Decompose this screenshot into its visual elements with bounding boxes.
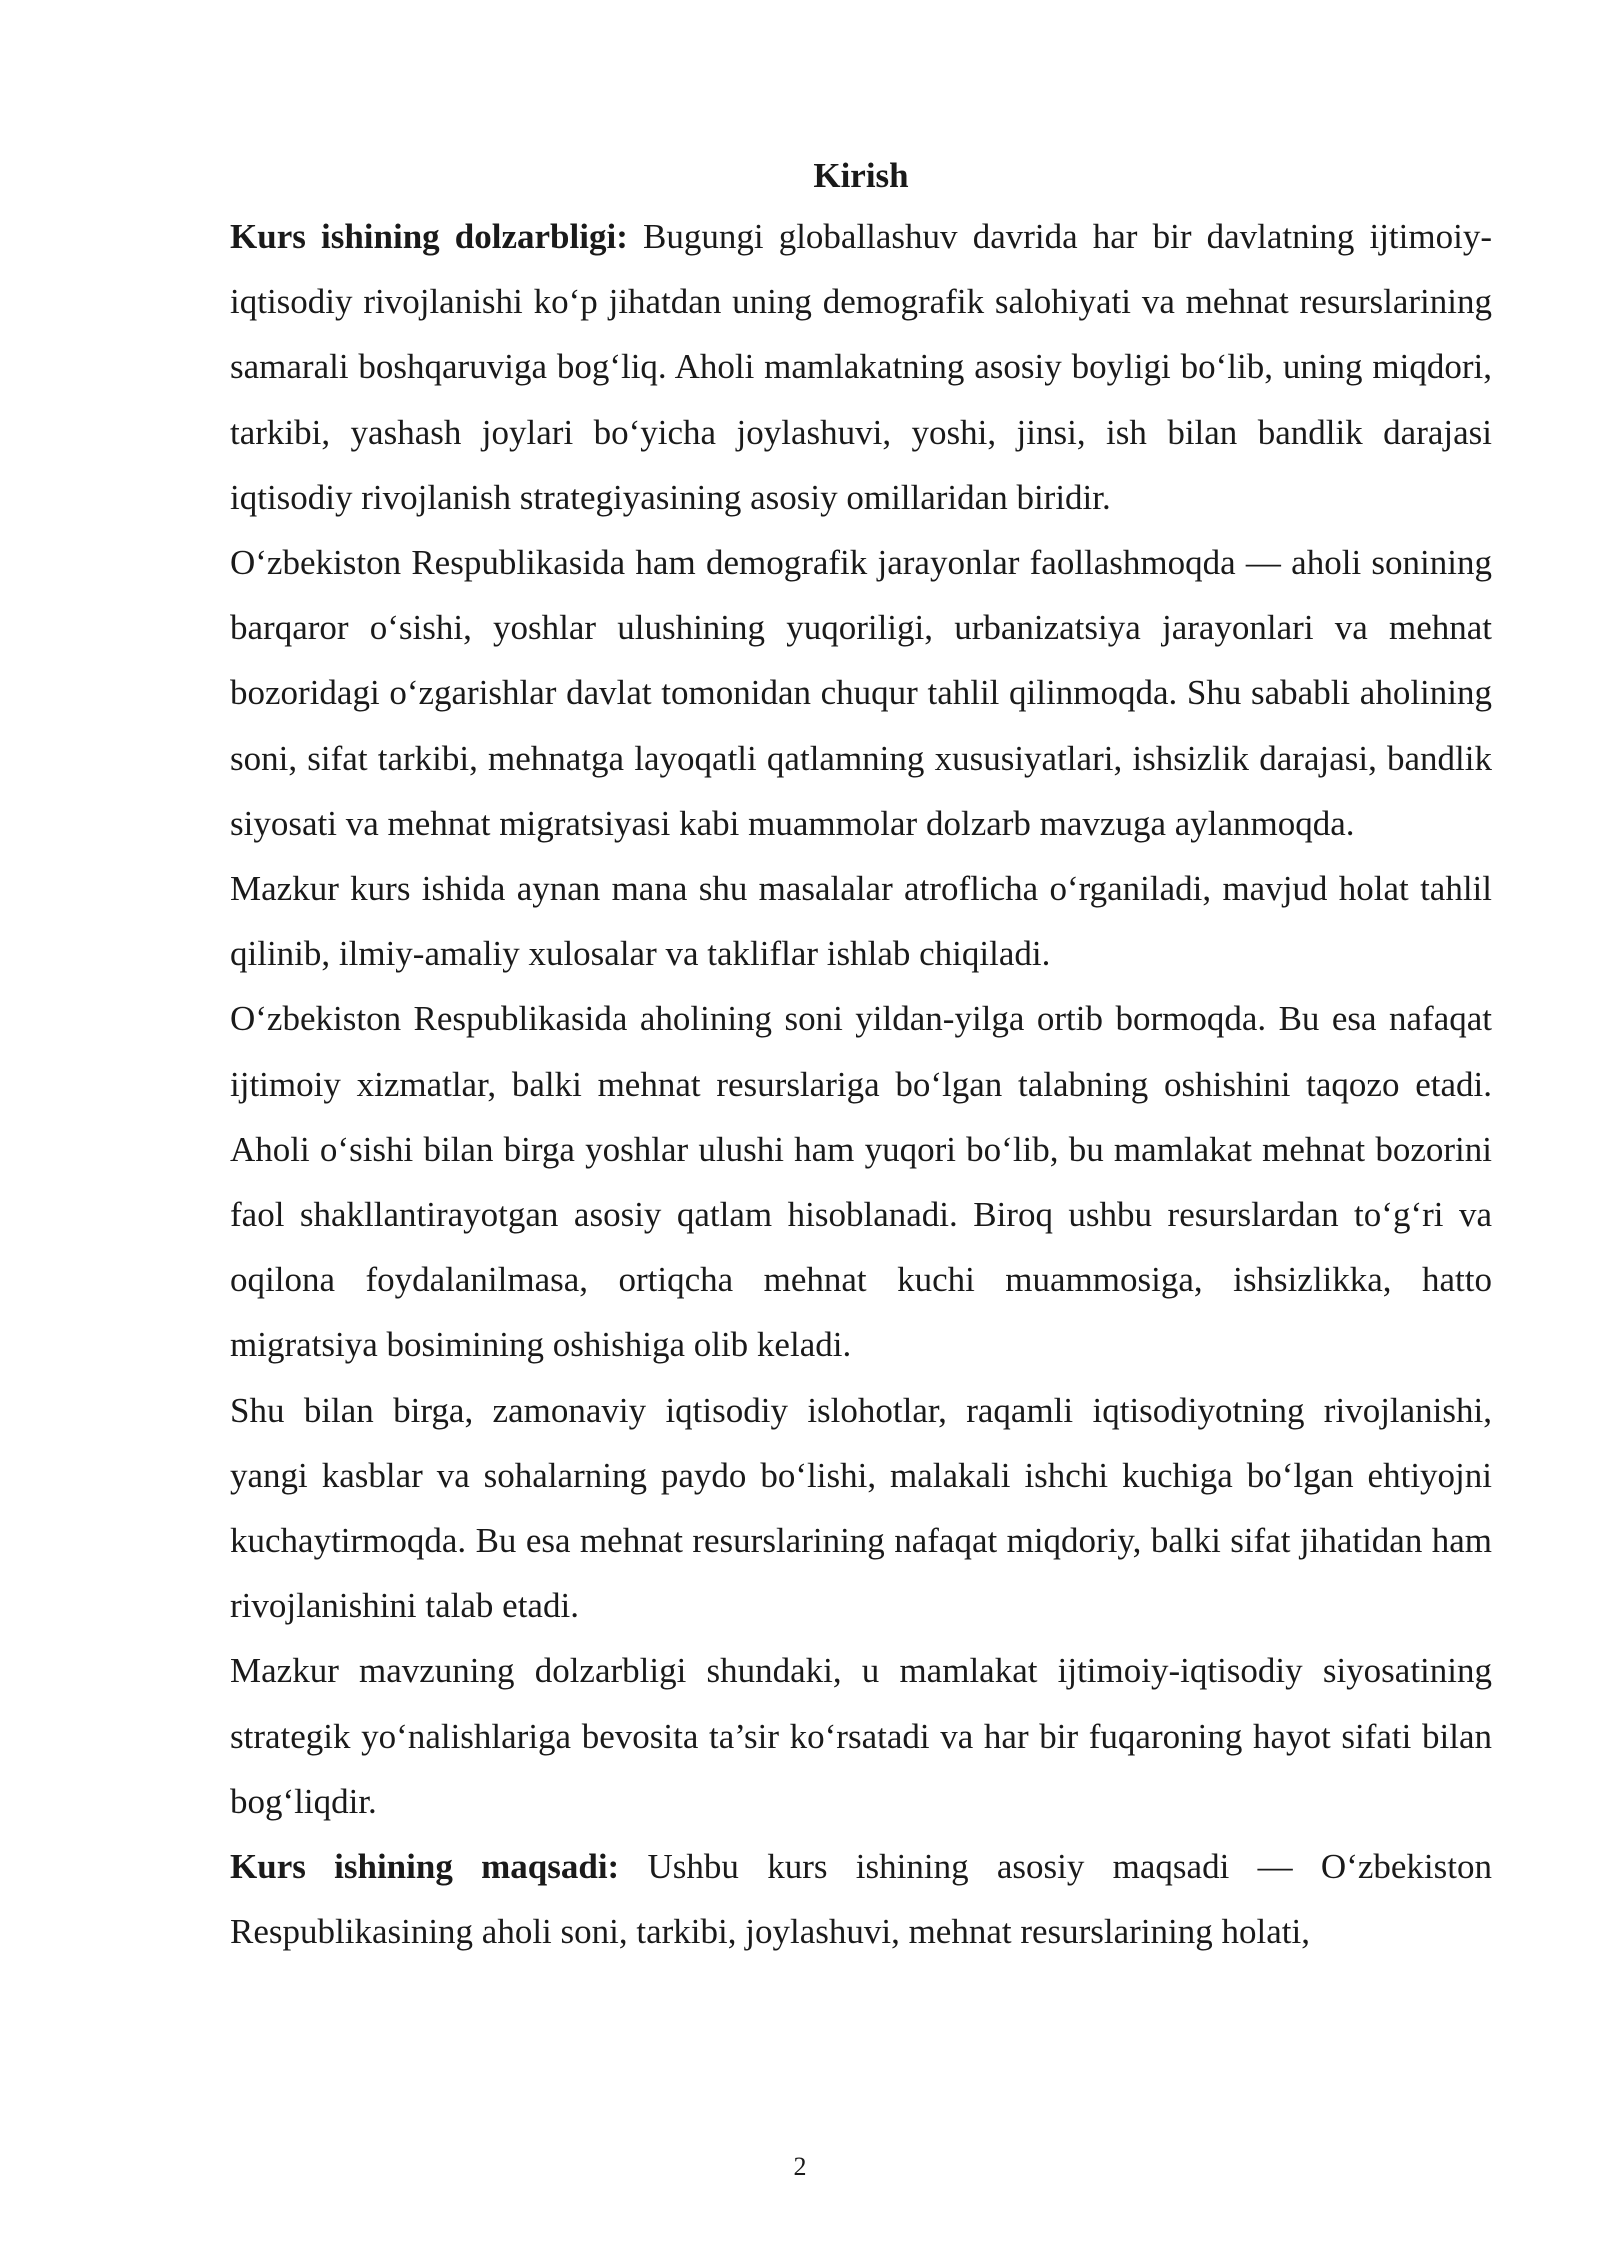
- paragraph-course-scope: [230, 856, 1492, 986]
- paragraph-text: Mazkur mavzuning dolzarbligi shundaki, u mamlakat ijtimoiy-iqtisodiy siyosatining strategik yo‘nalishlariga bevosita ta’sir ko‘rsatadi va har bir fuqaroning hayot sifati bilan bog‘liqdir.: [230, 1651, 1492, 1821]
- paragraph-text: Shu bilan birga, zamonaviy iqtisodiy islohotlar, raqamli iqtisodiyotning rivojlanishi, yangi kasblar va sohalarning paydo bo‘lishi, malakali ishchi kuchiga bo‘lgan ehtiyojni kuchaytirmoqda. Bu esa mehnat resurslarining nafaqat miqdoriy, balki sifat jihatidan ham rivojlanishini talab etadi.: [230, 1390, 1492, 1626]
- paragraph-goal: [230, 1834, 1492, 1964]
- document-page: [230, 148, 1492, 1964]
- relevance-heading: Kurs ishining dolzarbligi:: [230, 217, 628, 256]
- paragraph-population-growth: [230, 986, 1492, 1377]
- goal-heading: Kurs ishining maqsadi:: [230, 1847, 620, 1887]
- paragraph-text: Mazkur kurs ishida aynan mana shu masalalar atroflicha o‘rganiladi, mavjud holat tahlil qilinib, ilmiy-amaliy xulosalar va takliflar ishlab chiqiladi.: [230, 869, 1492, 974]
- paragraph-economic-reforms: [230, 1378, 1492, 1639]
- paragraph-text: O‘zbekiston Respublikasida ham demografik jarayonlar faollashmoqda — aholi sonining barqaror o‘sishi, yoshlar ulushining yuqoriligi, urbanizatsiya jarayonlari va mehnat bozoridagi o‘zgarishlar davlat tomonidan chuqur tahlil qilinmoqda. Shu sababli aholining soni, sifat tarkibi, mehnatga layoqatli qatlamning xususiyatlari, ishsizlik darajasi, bandlik siyosati va mehnat migratsiyasi kabi muammolar dolzarb mavzuga aylanmoqda.: [230, 543, 1492, 843]
- goal-text: Ushbu kurs ishining asosiy maqsadi — O‘zbekiston Respublikasining aholi soni, tarkibi, joylashuvi, mehnat resurslarining holati,: [230, 1847, 1492, 1952]
- page-number: 2: [793, 2152, 807, 2181]
- relevance-text: Bugungi globallashuv davrida har bir davlatning ijtimoiy-iqtisodiy rivojlanishi ko‘p jihatdan uning demografik salohiyati va mehnat resurslarining samarali boshqaruviga bog‘liq. Aholi mamlakatning asosiy boyligi bo‘lib, uning miqdori, tarkibi, yashash joylari bo‘yicha joylashuvi, yoshi, jinsi, ish bilan bandlik darajasi iqtisodiy rivojlanish strategiyasining asosiy omillaridan biridir.: [230, 217, 1492, 517]
- paragraph-relevance: [230, 204, 1492, 530]
- paragraph-demographic-processes: [230, 530, 1492, 856]
- document-title: Kirish: [813, 156, 909, 195]
- paragraph-topic-relevance: [230, 1638, 1492, 1834]
- paragraph-text: O‘zbekiston Respublikasida aholining soni yildan-yilga ortib bormoqda. Bu esa nafaqat ijtimoiy xizmatlar, balki mehnat resurslariga bo‘lgan talabning oshishini taqozo etadi. Aholi o‘sishi bilan birga yoshlar ulushi ham yuqori bo‘lib, bu mamlakat mehnat bozorini faol shakllantirayotgan asosiy qatlam hisoblanadi. Biroq ushbu resurslardan to‘g‘ri va oqilona foydalanilmasa, ortiqcha mehnat kuchi muammosiga, ishsizlikka, hatto migratsiya bosimining oshishiga olib keladi.: [230, 999, 1492, 1365]
